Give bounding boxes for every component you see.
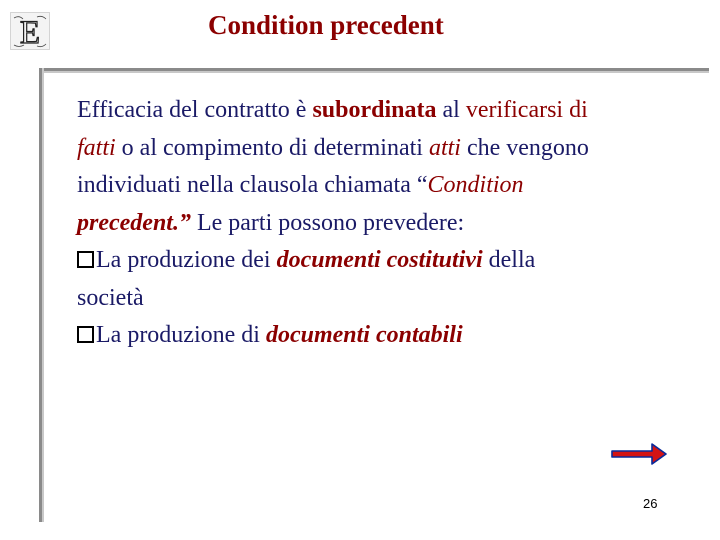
emphasis-documenti-contabili: documenti contabili <box>265 322 463 348</box>
paragraph-line-4 <box>77 205 697 243</box>
emphasis-subordinata: subordinata <box>312 97 437 123</box>
letter-e-logo-icon <box>10 12 50 50</box>
emphasis-condition: Condition <box>427 172 524 198</box>
emphasis-fatti: fatti <box>77 134 116 161</box>
emphasis-documenti-costitutivi: documenti costitutivi <box>276 247 483 273</box>
bullet-text: La produzione dei <box>96 247 277 273</box>
bullet-item-2 <box>77 317 697 355</box>
emphasis-verificarsi: verificarsi di <box>465 97 588 123</box>
paragraph-text: al <box>436 97 466 123</box>
emphasis-atti: atti <box>428 134 461 161</box>
paragraph-text: che vengono <box>460 134 589 161</box>
horizontal-rule <box>39 68 709 73</box>
paragraph-text: Le parti possono prevedere: <box>190 209 465 236</box>
paragraph-text: individuati nella clausola chiamata “ <box>77 172 428 198</box>
page-number: 26 <box>643 496 658 511</box>
bullet-text: società <box>77 284 144 311</box>
hollow-square-bullet-icon <box>77 326 94 343</box>
svg-text:E: E <box>19 15 41 50</box>
paragraph-line-2 <box>77 130 697 168</box>
bullet-text: della <box>482 247 536 273</box>
bullet-item-1 <box>77 242 697 280</box>
bullet-text: La produzione di <box>96 322 266 348</box>
paragraph-line-1 <box>77 92 697 130</box>
emphasis-precedent: precedent.” <box>77 209 191 236</box>
paragraph-text: o al compimento di determinati <box>115 134 429 161</box>
paragraph-line-3 <box>77 167 697 205</box>
slide-title: Condition precedent <box>208 10 444 40</box>
slide-body <box>77 92 697 355</box>
bullet-item-1-continuation <box>77 280 697 318</box>
right-arrow-icon[interactable] <box>610 442 668 466</box>
paragraph-text: Efficacia del contratto è <box>77 97 313 123</box>
vertical-rule <box>39 68 44 522</box>
hollow-square-bullet-icon <box>77 251 94 268</box>
